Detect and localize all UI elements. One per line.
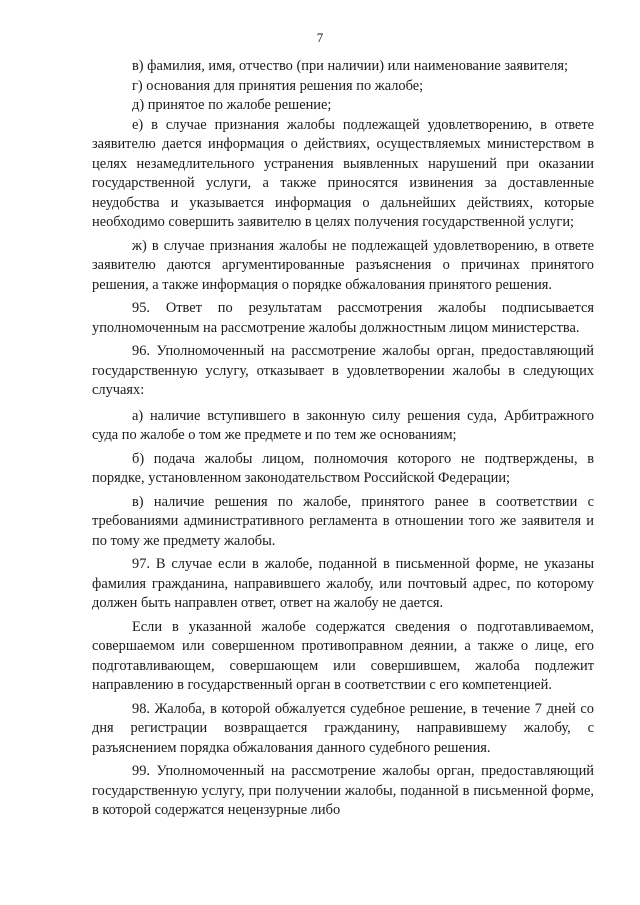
- paragraph-96-b: б) подача жалобы лицом, полномочия которого не подтверждены, в порядке, установленном законодательством Российской Федерации;: [92, 450, 594, 486]
- page-number: 7: [316, 30, 324, 45]
- paragraph-item-g: г) основания для принятия решения по жалобе;: [132, 77, 424, 94]
- paragraph-item-zh: ж) в случае признания жалобы не подлежащей удовлетворению, в ответе заявителю даются аргументированные разъяснения о причинах принятого решения, а также информация о порядке обжалования принятого решения.: [92, 237, 594, 293]
- paragraph-96: 96. Уполномоченный на рассмотрение жалобы орган, предоставляющий государственную услугу, отказывает в удовлетворении жалобы в следующих случаях:: [92, 343, 594, 398]
- paragraph-96-v: в) наличие решения по жалобе, принятого ранее в соответствии с требованиями административного регламента в отношении того же заявителя и по тому же предмету жалобы.: [92, 493, 594, 549]
- paragraph-item-d: д) принятое по жалобе решение;: [132, 97, 332, 113]
- document-body: [92, 57, 594, 821]
- paragraph-99: 99. Уполномоченный на рассмотрение жалобы орган, предоставляющий государственную услугу, при получении жалобы, поданной в письменной форме, в которой содержатся нецензурные либо: [92, 763, 594, 818]
- paragraph-96-a: а) наличие вступившего в законную силу решения суда, Арбитражного суда по жалобе о том же предмете и по тем же основаниям;: [92, 407, 594, 443]
- paragraph-97: 97. В случае если в жалобе, поданной в письменной форме, не указаны фамилия гражданина, направившего жалобу, или почтовый адрес, по которому должен быть направлен ответ, ответ на жалобу не дается.: [92, 556, 594, 611]
- paragraph-item-e: е) в случае признания жалобы подлежащей удовлетворению, в ответе заявителю дается информация о действиях, осуществляемых министерством в целях незамедлительного устранения выявленных нарушений при оказании государственной услуги, а также приносятся извинения за доставленные неудобства и указывается информация о дальнейших действиях, которые необходимо совершить заявителю в целях получения государственной услуги;: [92, 116, 594, 230]
- paragraph-98: 98. Жалоба, в которой обжалуется судебное решение, в течение 7 дней со дня регистрации возвращается гражданину, направившему жалобу, с разъяснением порядка обжалования данного судебного решения.: [92, 700, 594, 756]
- paragraph-95: 95. Ответ по результатам рассмотрения жалобы подписывается уполномоченным на рассмотрение жалобы должностным лицом министерства.: [92, 300, 594, 336]
- paragraph-97-continued: Если в указанной жалобе содержатся сведения о подготавливаемом, совершаемом или совершенном противоправном деянии, а также о лице, его подготавливающем, совершающем или совершившем, жалоба подлежит направлению в государственный орган в соответствии с его компетенцией.: [92, 618, 594, 693]
- paragraph-item-v: в) фамилия, имя, отчество (при наличии) или наименование заявителя;: [132, 58, 568, 74]
